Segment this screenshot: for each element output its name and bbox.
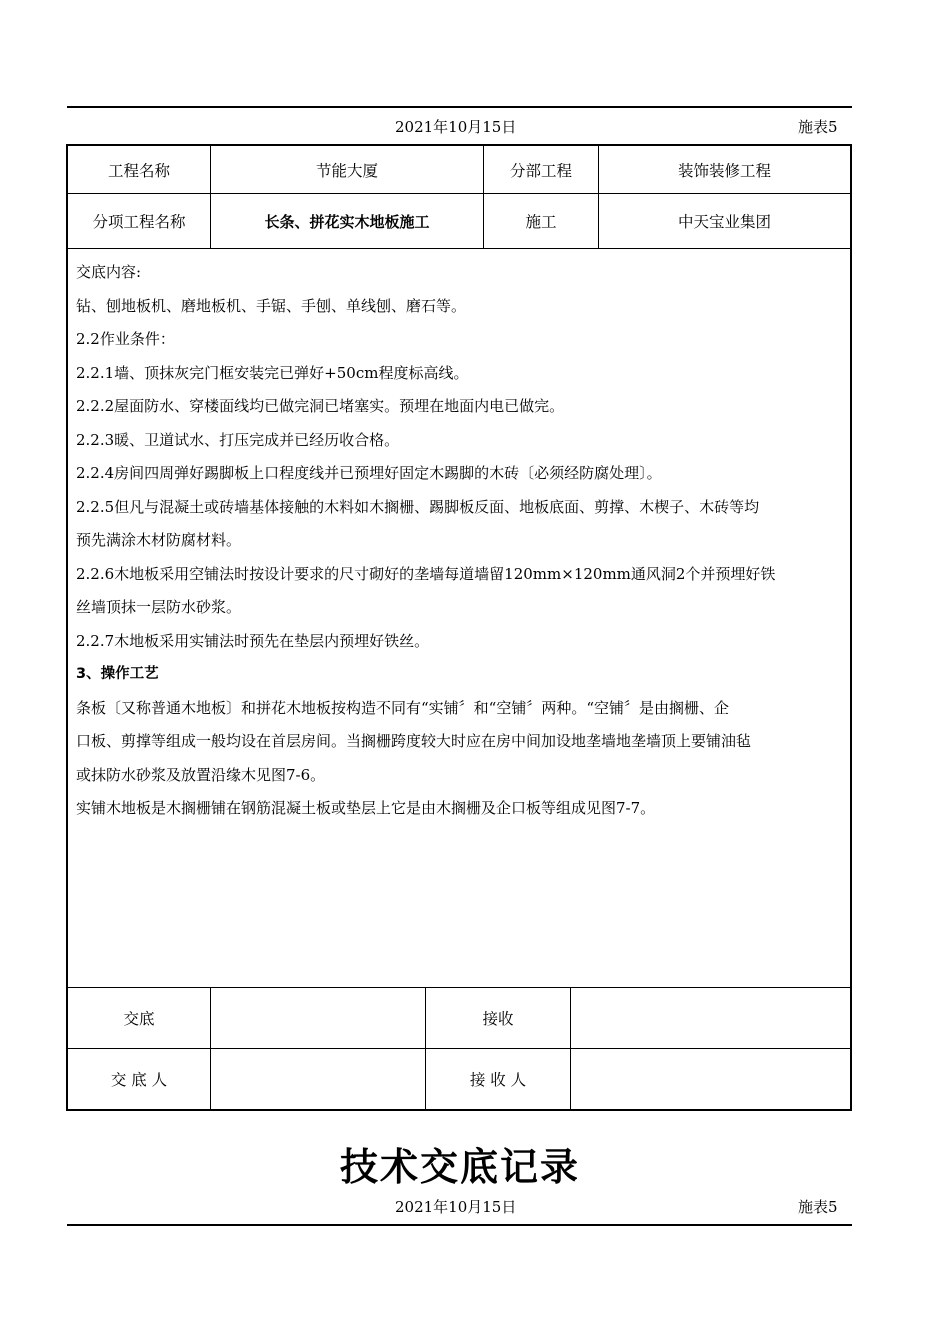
construction-value: 中天宝业集团 [677,213,771,231]
receive-label: 接收 [482,1010,514,1028]
content-line: 2.2作业条件： [76,330,175,348]
receive-person-label: 接 收 人 [469,1071,527,1089]
content-line: 2.2.4房间四周弹好踢脚板上口程度线并已预埋好固定木踢脚的木砖〔必须经防腐处理〕。 [76,464,662,482]
content-line: 2.2.1墙、顶抹灰完门框安装完已弹好+50cm程度标高线。 [76,363,469,382]
project-name-value: 节能大厦 [315,161,378,180]
receive-person-field[interactable] [571,1049,850,1109]
content-line: 预先满涂木材防腐材料。 [76,531,242,549]
content-line: 2.2.3暖、卫道试水、打压完成并已经历收合格。 [76,430,400,449]
content-line: 2.2.5但凡与混凝土或砖墙基体接触的木料如木搁栅、踢脚板反面、地板底面、剪撑、木楔子、木砖等均 [76,497,760,516]
content-line: 2.2.7木地板采用实铺法时预先在垫层内预埋好铁丝。 [76,631,430,650]
content-line: 实铺木地板是木搁栅铺在钢筋混凝土板或垫层上它是由木搁栅及企口板等组成见图7-7。 [76,799,656,817]
content-line: 钻、刨地板机、磨地板机、手锯、手刨、单线刨、磨石等。 [76,296,467,315]
content-line: 口板、剪撑等组成一般均设在首层房间。当搁栅跨度较大时应在房中间加设地垄墙地垄墙顶上要铺油毡 [76,732,752,750]
receive-field[interactable] [571,988,850,1048]
disclosure-content [76,256,846,826]
project-name-label: 工程名称 [107,161,170,180]
subitem-value: 长条、拼花实木地板施工 [264,212,430,231]
content-line: 2.2.6木地板采用空铺法时按设计要求的尺寸砌好的垄墙每道墙留120mm×120mm通风洞2个并预埋好铁 [76,564,776,583]
handover-person-label: 交 底 人 [110,1071,168,1089]
top-rule [67,106,852,108]
content-line: 2.2.2屋面防水、穿楼面线均已做完洞已堵塞实。预埋在地面内电已做完。 [76,397,565,415]
content-line: 条板〔又称普通木地板〕和拼花木地板按构造不同有“实铺〞和“空铺〞两种。“空铺〞是由搁栅、企 [76,698,730,717]
handover-label: 交底 [123,1010,155,1028]
header-form-no: 施表5 [798,118,838,136]
content-line: 交底内容: [76,263,142,281]
row-divider [67,248,851,249]
content-line: 或抹防水砂浆及放置沿缘木见图7-6。 [76,765,326,784]
division-label: 分部工程 [509,161,572,180]
construction-label: 施工 [525,213,557,231]
bottom-rule [67,1224,852,1226]
handover-person-field[interactable] [211,1049,425,1109]
next-page-date: 2021年10月15日 [395,1198,517,1216]
subitem-label: 分项工程名称 [92,213,186,231]
handover-field[interactable] [211,988,425,1048]
section-heading: 3、操作工艺 [76,666,159,682]
next-page-form-no: 施表5 [798,1198,838,1216]
content-line: 丝墙顶抹一层防水砂浆。 [76,598,242,616]
page-title: 技术交底记录 [339,1145,580,1189]
division-value: 装饰装修工程 [677,161,771,180]
header-date: 2021年10月15日 [395,118,517,136]
